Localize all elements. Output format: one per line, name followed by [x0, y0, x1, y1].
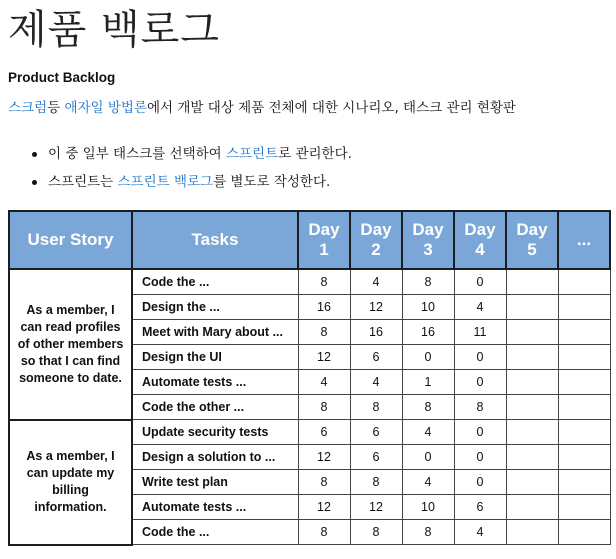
bullet-text: 로 관리한다.	[278, 146, 352, 162]
header-day-word: Day	[464, 220, 496, 239]
day-value-cell: 12	[298, 445, 350, 470]
page-title: 제품 백로그	[8, 7, 220, 53]
day-value-cell: 4	[454, 295, 506, 320]
header-day	[454, 211, 506, 269]
day-value-cell	[506, 295, 558, 320]
day-value-cell	[506, 395, 558, 420]
day-value-cell: 8	[350, 470, 402, 495]
day-value-cell: 16	[350, 320, 402, 345]
day-value-cell: 4	[402, 420, 454, 445]
day-value-cell	[558, 395, 610, 420]
bullet-item	[48, 140, 352, 168]
day-value-cell: 4	[350, 370, 402, 395]
table-body	[9, 269, 610, 545]
header-day-word: Day	[308, 220, 340, 239]
task-name-cell: Design a solution to ...	[132, 445, 298, 470]
day-value-cell	[506, 370, 558, 395]
table-row	[9, 420, 610, 445]
day-value-cell: 8	[298, 395, 350, 420]
day-value-cell: 8	[402, 395, 454, 420]
task-name-cell: Code the other ...	[132, 395, 298, 420]
day-value-cell: 8	[402, 269, 454, 295]
day-value-cell: 0	[454, 370, 506, 395]
bullet-list	[0, 140, 352, 196]
task-name-cell: Meet with Mary about ...	[132, 320, 298, 345]
user-story-cell: As a member, I can read profiles of other members so that I can find someone to date.	[9, 269, 132, 420]
bullet-text: 스프린트는	[48, 174, 118, 190]
day-value-cell: 10	[402, 495, 454, 520]
user-story-cell: As a member, I can update my billing information.	[9, 420, 132, 545]
task-name-cell: Update security tests	[132, 420, 298, 445]
day-value-cell	[506, 495, 558, 520]
task-name-cell: Automate tests ...	[132, 370, 298, 395]
header-day-number: 5	[527, 240, 537, 259]
day-value-cell: 12	[298, 495, 350, 520]
day-value-cell	[558, 370, 610, 395]
header-day-word: Day	[516, 220, 548, 239]
day-value-cell	[558, 495, 610, 520]
day-value-cell	[506, 269, 558, 295]
day-value-cell: 8	[454, 395, 506, 420]
task-name-cell: Write test plan	[132, 470, 298, 495]
day-value-cell: 6	[350, 345, 402, 370]
intro-text-1: 등	[47, 100, 65, 116]
header-day	[402, 211, 454, 269]
day-value-cell	[506, 420, 558, 445]
day-value-cell: 12	[350, 295, 402, 320]
task-name-cell: Automate tests ...	[132, 495, 298, 520]
day-value-cell: 0	[454, 470, 506, 495]
day-value-cell: 4	[350, 269, 402, 295]
day-value-cell: 8	[350, 395, 402, 420]
header-day-number: 4	[475, 240, 485, 259]
table-row	[9, 269, 610, 295]
task-name-cell: Code the ...	[132, 269, 298, 295]
day-value-cell: 0	[454, 269, 506, 295]
header-day-number: 1	[319, 240, 329, 259]
header-more	[558, 211, 610, 269]
day-value-cell: 6	[298, 420, 350, 445]
day-value-cell: 12	[298, 345, 350, 370]
agile-methodology-link[interactable]: 애자일 방법론	[64, 100, 148, 116]
header-day-number: 2	[371, 240, 381, 259]
header-day-word: Day	[360, 220, 392, 239]
day-value-cell: 4	[402, 470, 454, 495]
bullet-text: 이 중 일부 태스크를 선택하여	[48, 146, 226, 162]
day-value-cell: 8	[298, 320, 350, 345]
day-value-cell: 8	[298, 470, 350, 495]
day-value-cell: 12	[350, 495, 402, 520]
table-header-row	[9, 211, 610, 269]
backlog-table	[8, 210, 611, 546]
day-value-cell: 6	[350, 420, 402, 445]
day-value-cell	[558, 345, 610, 370]
bullet-text: 를 별도로 작성한다.	[213, 174, 331, 190]
day-value-cell: 0	[454, 345, 506, 370]
day-value-cell	[558, 470, 610, 495]
day-value-cell	[558, 420, 610, 445]
intro-text-2: 에서 개발 대상 제품 전체에 대한 시나리오, 태스크 관리 현황판	[147, 100, 516, 116]
day-value-cell: 0	[402, 345, 454, 370]
day-value-cell: 16	[298, 295, 350, 320]
day-value-cell	[506, 520, 558, 545]
day-value-cell	[558, 320, 610, 345]
day-value-cell	[558, 295, 610, 320]
scrum-link[interactable]: 스크럼	[8, 100, 48, 116]
day-value-cell: 6	[454, 495, 506, 520]
header-day-word: Day	[412, 220, 444, 239]
day-value-cell: 4	[298, 370, 350, 395]
day-value-cell: 11	[454, 320, 506, 345]
day-value-cell	[506, 470, 558, 495]
task-name-cell: Design the UI	[132, 345, 298, 370]
header-day	[506, 211, 558, 269]
header-day-number: 3	[423, 240, 433, 259]
day-value-cell	[558, 520, 610, 545]
page-subtitle: Product Backlog	[8, 70, 116, 85]
day-value-cell: 8	[298, 520, 350, 545]
day-value-cell: 16	[402, 320, 454, 345]
header-more-label: ...	[576, 230, 592, 249]
day-value-cell	[506, 320, 558, 345]
task-name-cell: Design the ...	[132, 295, 298, 320]
header-tasks: Tasks	[132, 211, 298, 269]
day-value-cell: 0	[454, 420, 506, 445]
intro-paragraph	[8, 96, 516, 116]
sprint-link[interactable]: 스프린트	[225, 146, 279, 162]
day-value-cell: 4	[454, 520, 506, 545]
day-value-cell	[558, 269, 610, 295]
bullet-item	[48, 168, 352, 196]
header-day	[350, 211, 402, 269]
day-value-cell: 8	[402, 520, 454, 545]
day-value-cell: 0	[402, 445, 454, 470]
day-value-cell	[506, 445, 558, 470]
day-value-cell	[506, 345, 558, 370]
day-value-cell: 1	[402, 370, 454, 395]
day-value-cell: 8	[350, 520, 402, 545]
task-name-cell: Code the ...	[132, 520, 298, 545]
sprint-backlog-link[interactable]: 스프린트 백로그	[117, 174, 214, 190]
day-value-cell: 0	[454, 445, 506, 470]
header-day	[298, 211, 350, 269]
day-value-cell: 10	[402, 295, 454, 320]
day-value-cell: 6	[350, 445, 402, 470]
day-value-cell: 8	[298, 269, 350, 295]
header-user-story: User Story	[9, 211, 132, 269]
day-value-cell	[558, 445, 610, 470]
